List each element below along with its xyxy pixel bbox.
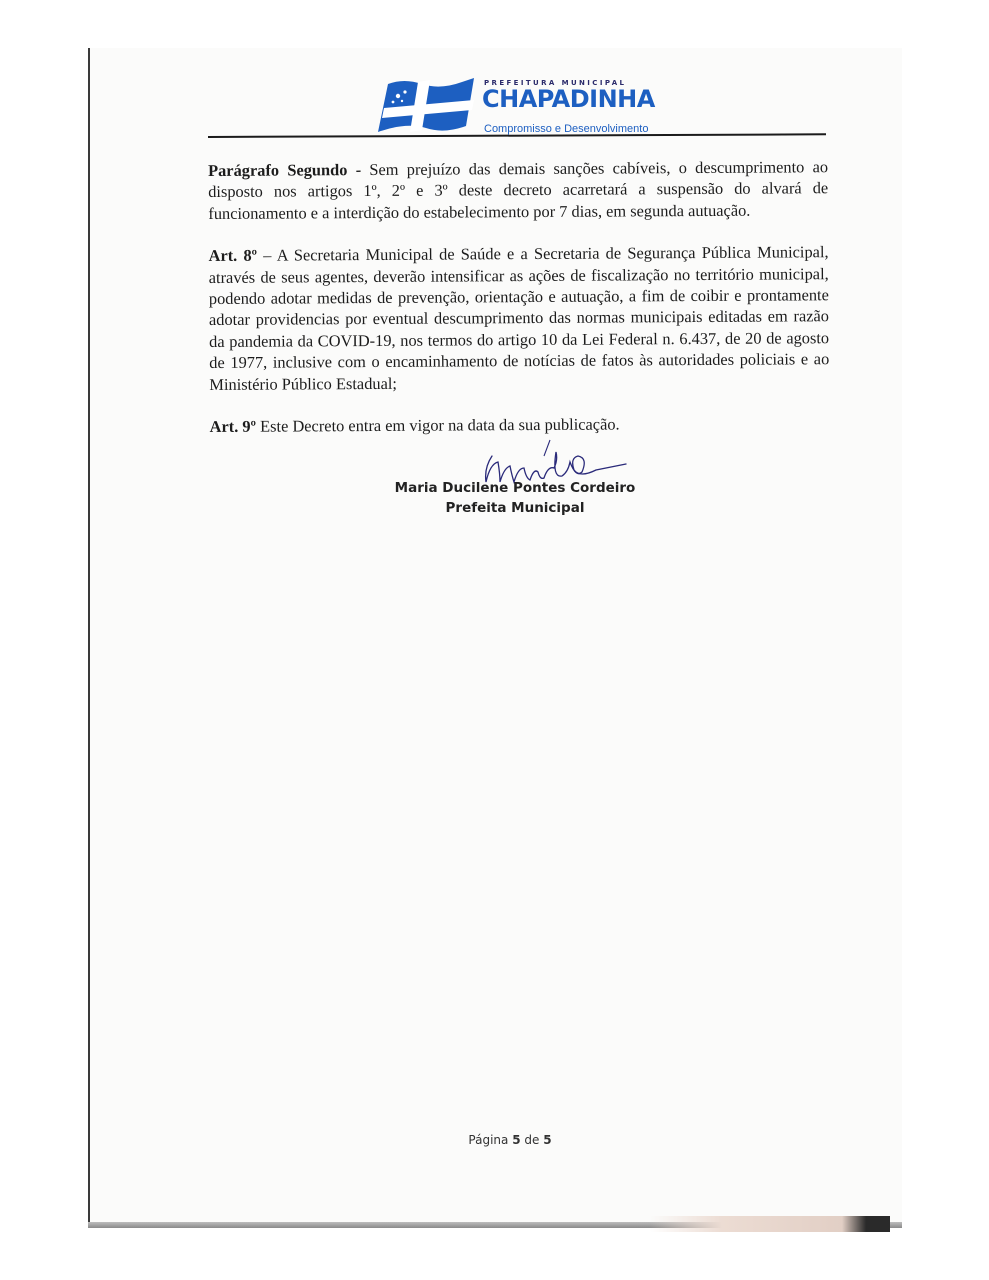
article-9: [210, 412, 830, 437]
paragraph-segundo: [208, 156, 828, 224]
logo-prefeitura-label: PREFEITURA MUNICIPAL: [484, 79, 627, 87]
header-logo: [374, 74, 664, 140]
signatory-title: Prefeita Municipal: [445, 500, 585, 516]
page-current: 5: [512, 1133, 521, 1147]
page-total: 5: [543, 1133, 552, 1147]
document-body: [208, 156, 830, 458]
paragraph-segundo-text: Sem prejuízo das demais sanções cabíveis, o descumprimento ao disposto nos artigos 1º, 2º e 3º deste decreto acarretará a suspensão do alvará de funcionamento e a interdição do estabelecimento por 7 dias, em segunda autuação.: [208, 157, 829, 223]
logo-city-name: CHAPADINHA: [482, 85, 655, 113]
article-8-lead: Art. 8º: [208, 245, 258, 266]
logo-motto: Compromisso e Desenvolvimento: [484, 123, 649, 135]
paragraph-segundo-lead: Parágrafo Segundo -: [208, 160, 362, 180]
page-number: [440, 1133, 580, 1147]
article-9-text: Este Decreto entra em vigor na data da sua publicação.: [255, 414, 620, 436]
article-9-lead: Art. 9º: [209, 416, 257, 437]
page-prefix: Página: [468, 1133, 513, 1147]
finger-shadow: [650, 1216, 890, 1232]
article-8-text: – A Secretaria Municipal de Saúde e a Secretaria de Segurança Pública Municipal, através de seus agentes, deverão intensificar as ações de fiscalização no território municipal, podendo adotar medidas de prevenção, orientação e autuação, a fim de coibir e prontamente adotar providencias por eventual descumprimento das normas municipais editadas em razão da pandemia da COVID-19, nos termos do artigo 10 da Lei Federal n. 6.437, de 20 de agosto de 1977, inclusive com o encaminhamento de notícias de fatos às autoridades policiais e ao Ministério Público Estadual;: [208, 242, 830, 394]
signatory-name: Maria Ducilene Pontes Cordeiro: [394, 480, 636, 496]
article-8: [209, 241, 830, 395]
page-middle: de: [520, 1133, 544, 1147]
chapadinha-flag-logo-icon: [374, 74, 478, 136]
